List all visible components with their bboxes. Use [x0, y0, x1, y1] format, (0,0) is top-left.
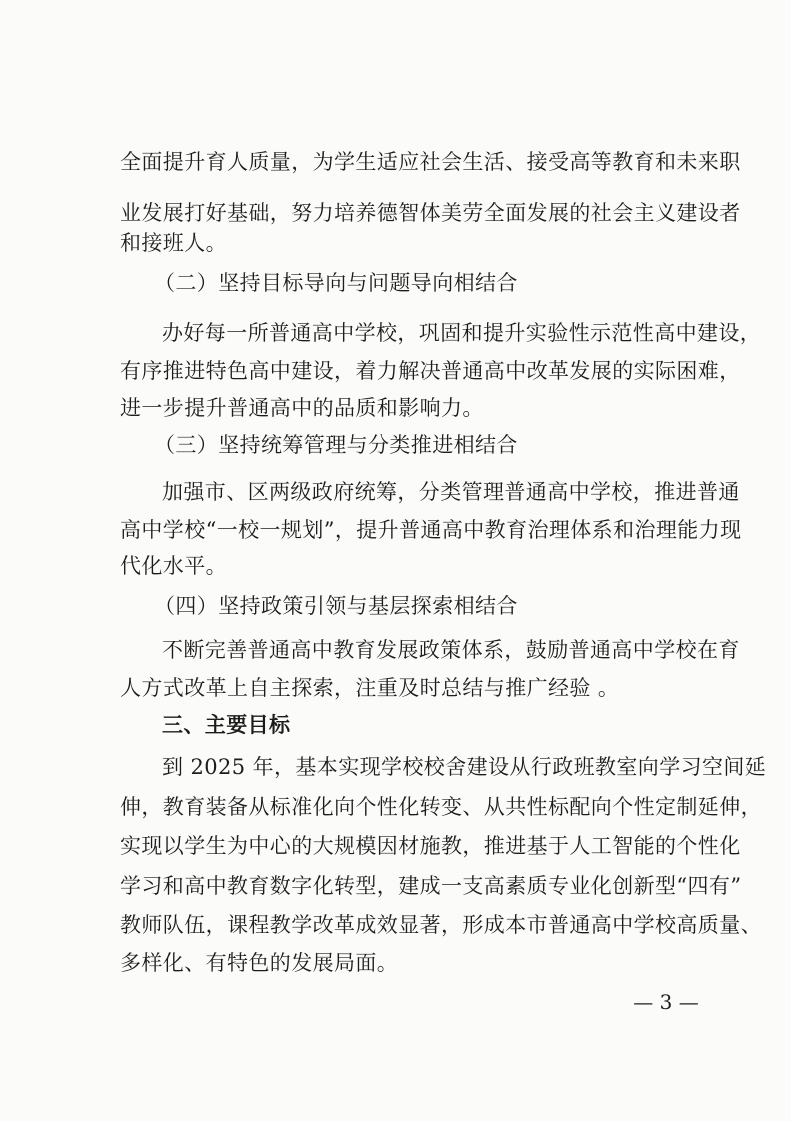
paragraph-line: 进一步提升普通高中的品质和影响力。	[120, 396, 484, 420]
paragraph-line: 多样化、有特色的发展局面。	[120, 951, 399, 975]
section-heading-2: （二）坚持目标导向与问题导向相结合	[154, 271, 518, 295]
section-heading-3: （三）坚持统筹管理与分类推进相结合	[154, 433, 518, 457]
paragraph-line: 人方式改革上自主探索，注重及时总结与推广经验 。	[120, 676, 620, 700]
paragraph-line: 伸，教育装备从标准化向个性化转变、从共性标配向个性定制延伸，	[120, 795, 762, 819]
paragraph-line: 到 2025 年，基本实现学校校舍建设从行政班教室向学习空间延	[162, 755, 767, 779]
paragraph-line: 办好每一所普通高中学校，巩固和提升实验性示范性高中建设，	[162, 321, 762, 345]
section-heading-main-goals: 三、主要目标	[162, 713, 291, 737]
paragraph-line: 学习和高中教育数字化转型，建成一支高素质专业化创新型“四有”	[120, 874, 742, 898]
paragraph-line: 高中学校“一校一规划”，提升普通高中教育治理体系和治理能力现	[120, 518, 742, 542]
section-heading-4: （四）坚持政策引领与基层探索相结合	[154, 594, 518, 618]
paragraph-line: 有序推进特色高中建设，着力解决普通高中改革发展的实际困难，	[120, 359, 741, 383]
paragraph-line: 教师队伍，课程教学改革成效显著，形成本市普通高中学校高质量、	[120, 913, 762, 937]
paragraph-line: 业发展打好基础，努力培养德智体美劳全面发展的社会主义建设者	[120, 201, 741, 225]
paragraph-line: 加强市、区两级政府统筹，分类管理普通高中学校，推进普通	[162, 480, 740, 504]
paragraph-line: 实现以学生为中心的大规模因材施教，推进基于人工智能的个性化	[120, 834, 741, 858]
paragraph-line: 代化水平。	[120, 554, 227, 578]
paragraph-line: 和接班人。	[120, 231, 227, 255]
page-number: — 3 —	[633, 990, 699, 1014]
paragraph-line: 不断完善普通高中教育发展政策体系，鼓励普通高中学校在育	[162, 638, 740, 662]
paragraph-line: 全面提升育人质量，为学生适应社会生活、接受高等教育和未来职	[120, 150, 741, 174]
